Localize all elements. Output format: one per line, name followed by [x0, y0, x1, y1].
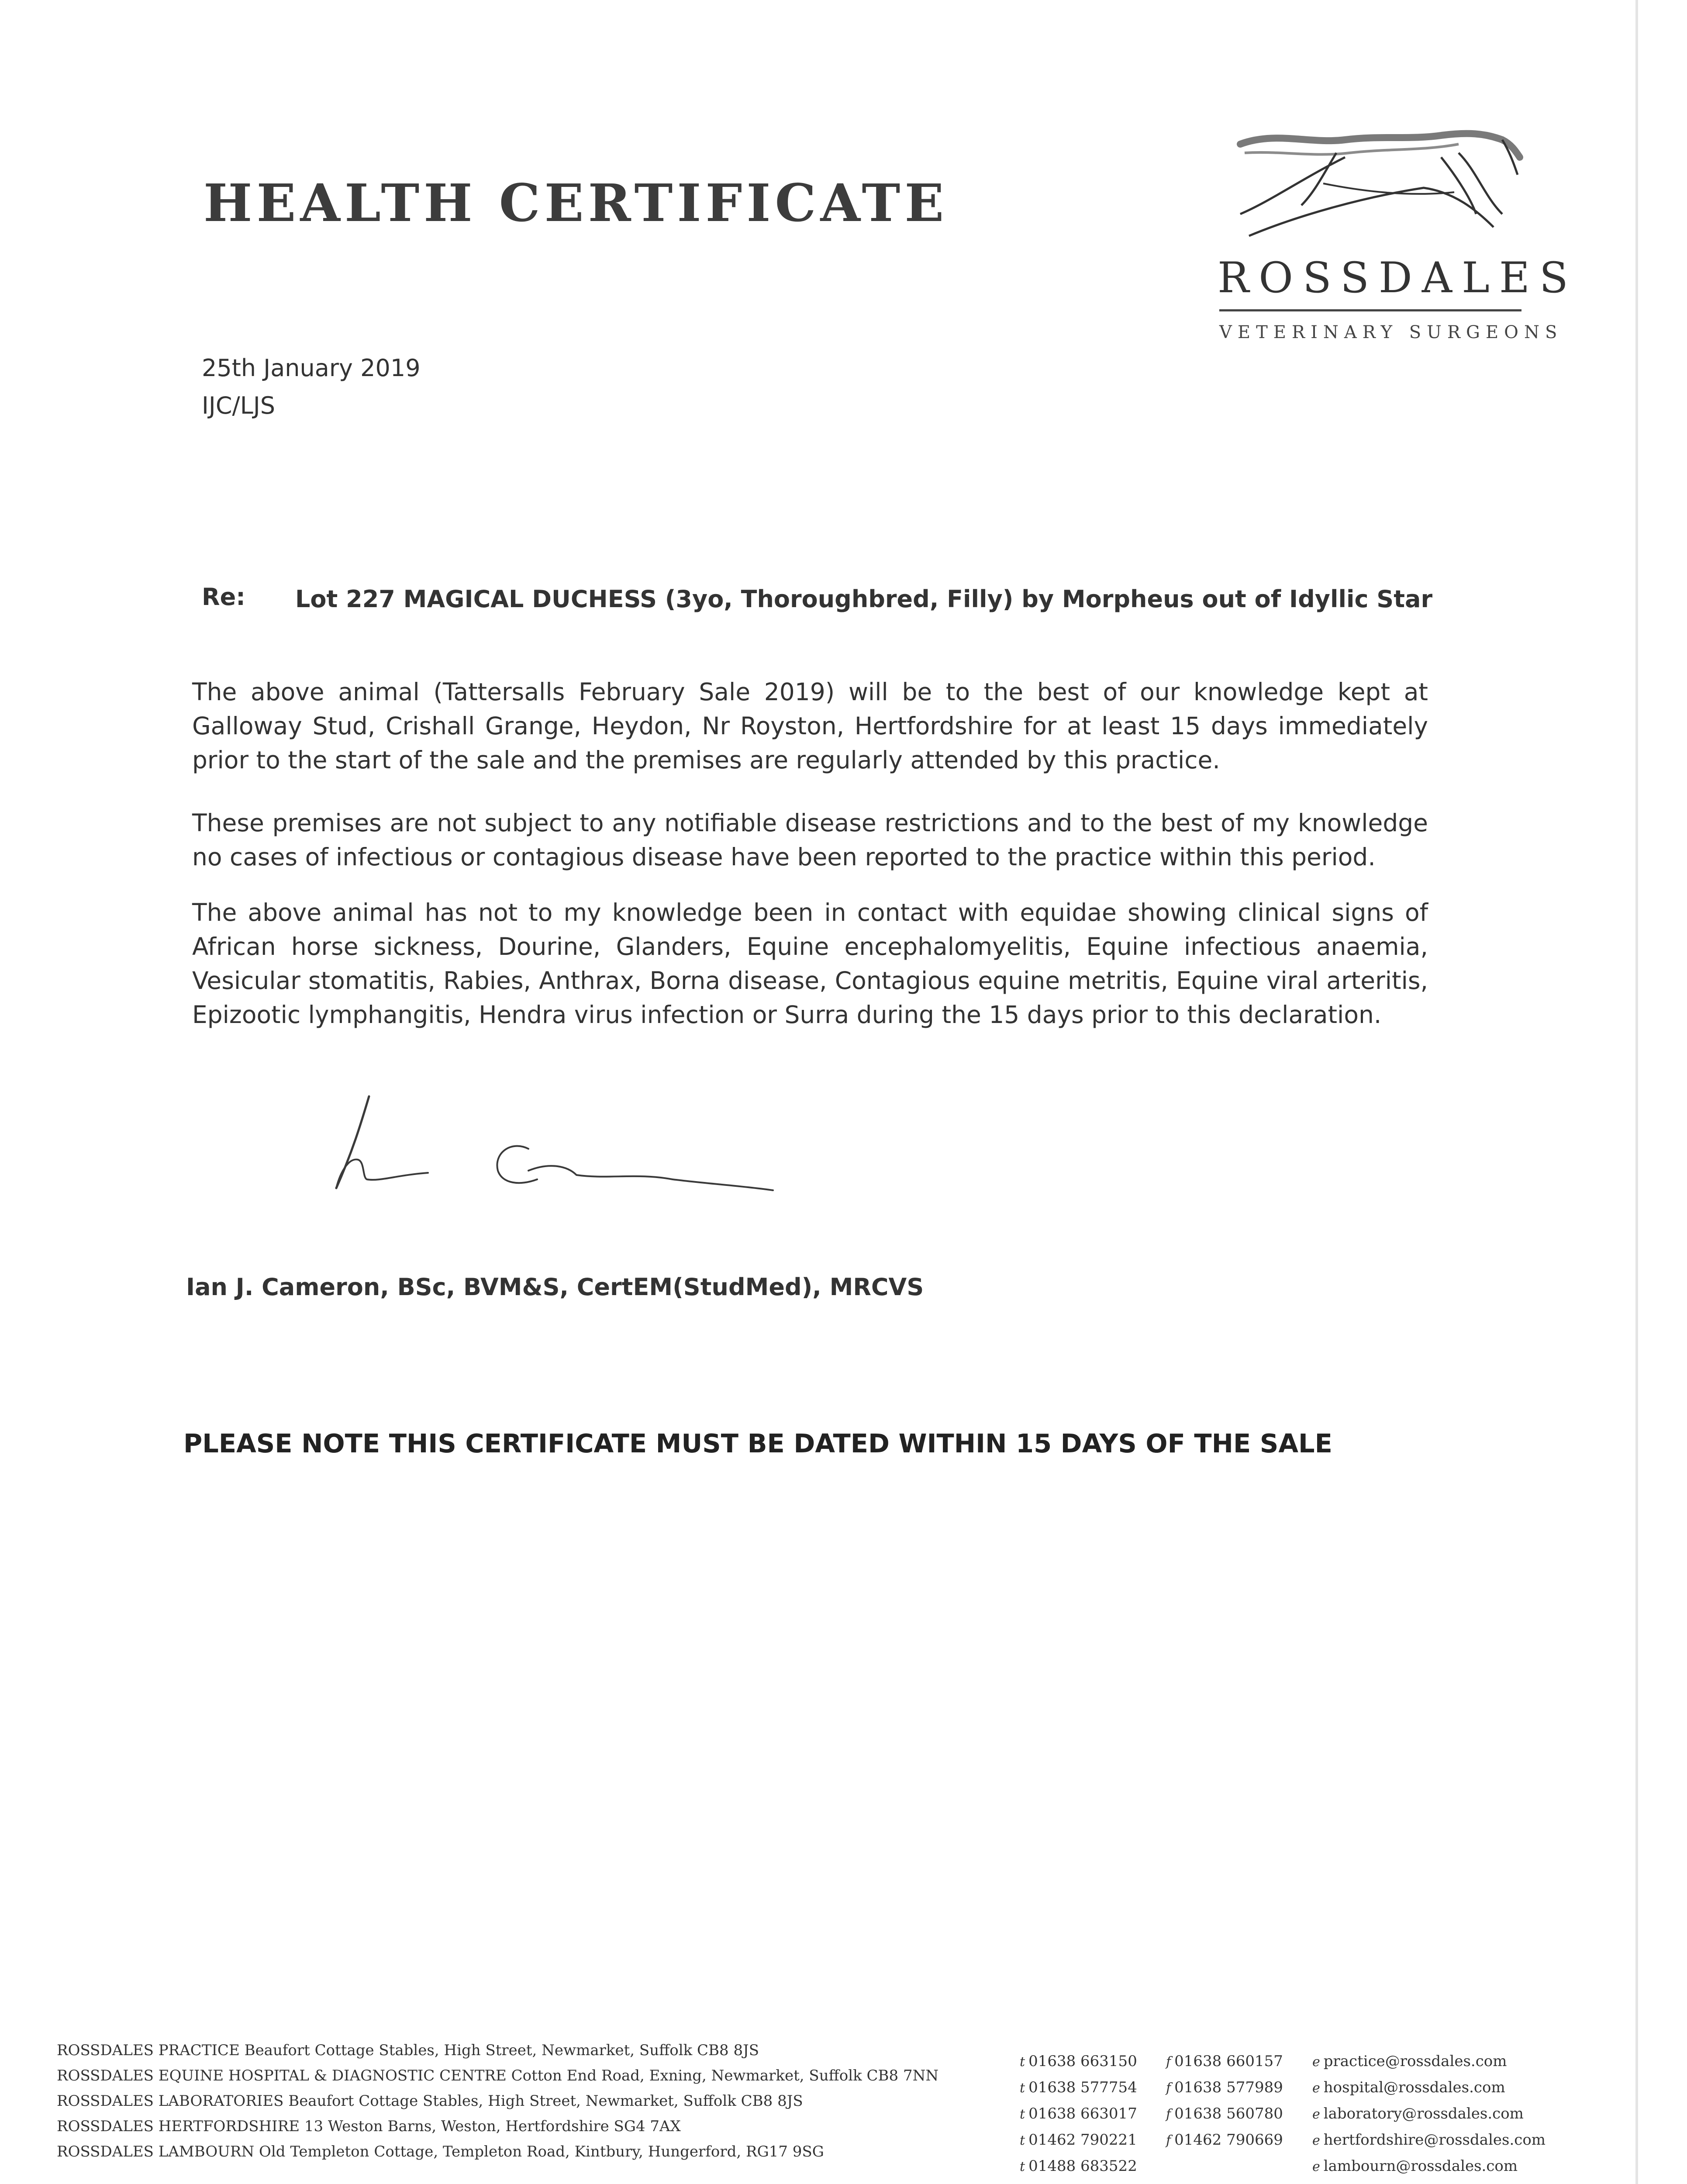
footer-fax: 01638 560780 — [1174, 2105, 1283, 2122]
certificate-note: PLEASE NOTE THIS CERTIFICATE MUST BE DATED WITHIN 15 DAYS OF THE SALE — [183, 1428, 1332, 1458]
logo-wordmark: ROSSDALES — [1218, 253, 1578, 302]
footer-address-row: ROSSDALES LABORATORIES Beaufort Cottage Stables, High Street, Newmarket, Suffolk CB8 8JS — [57, 2092, 803, 2110]
footer-phone: 01638 663017 — [1028, 2105, 1137, 2122]
footer-address-row: ROSSDALES EQUINE HOSPITAL & DIAGNOSTIC CENTRE Cotton End Road, Exning, Newmarket, Suffolk CB8 7NN — [57, 2067, 939, 2084]
footer-faxes: f 01638 660157 f 01638 577989 f 01638 560780 f 01462 790669 — [1166, 2053, 1283, 2149]
footer-email: hertfordshire@rossdales.com — [1323, 2131, 1546, 2149]
footer-email: practice@rossdales.com — [1323, 2053, 1507, 2070]
footer-address-row: ROSSDALES LAMBOURN Old Templeton Cottage, Templeton Road, Kintbury, Hungerford, RG17 9SG — [57, 2143, 824, 2160]
footer-fax: 01638 577989 — [1174, 2079, 1283, 2096]
footer-phone: 01638 663150 — [1028, 2053, 1137, 2070]
logo-subtitle: VETERINARY SURGEONS — [1219, 322, 1563, 342]
footer-phone: 01488 683522 — [1028, 2157, 1137, 2175]
footer-email: laboratory@rossdales.com — [1323, 2105, 1524, 2122]
footer-email: hospital@rossdales.com — [1323, 2079, 1505, 2096]
rossdales-logo — [1214, 127, 1578, 358]
footer-fax: 01462 790669 — [1174, 2131, 1283, 2149]
letter-reference: IJC/LJS — [202, 392, 276, 419]
body-paragraph: The above animal (Tattersalls February Sale 2019) will be to the best of our knowledge kept at Galloway Stud, Crishall Grange, Heydon, Nr Royston, Hertfordshire for at least 15 days immediately prior to the start of the sale and the premises are regularly attended by this practice. — [192, 678, 1428, 774]
body-paragraph: These premises are not subject to any notifiable disease restrictions and to the best of my knowledge no cases of infectious or contagious disease have been reported to the practice within this period. — [192, 809, 1428, 871]
subject-label: Re: — [202, 583, 245, 611]
footer-email: lambourn@rossdales.com — [1323, 2157, 1518, 2175]
footer-address-row: ROSSDALES PRACTICE Beaufort Cottage Stables, High Street, Newmarket, Suffolk CB8 8JS — [57, 2042, 759, 2059]
footer-emails: e practice@rossdales.com e hospital@rossdales.com e laboratory@rossdales.com e hertfordshire@rossdales.com e lambourn@rossdales.com — [1312, 2053, 1546, 2175]
running-horse-icon — [1214, 127, 1528, 249]
footer-address-row: ROSSDALES HERTFORDSHIRE 13 Weston Barns, Weston, Hertfordshire SG4 7AX — [57, 2118, 681, 2135]
footer-addresses — [57, 2038, 938, 2164]
footer-fax: 01638 660157 — [1174, 2053, 1283, 2070]
page-edge — [1635, 0, 1638, 2184]
body-paragraph: The above animal has not to my knowledge been in contact with equidae showing clinical signs of African horse sickness, Dourine, Glanders, Equine encephalomyelitis, Equine infectious anaemia, Vesicular stomatitis, Rabies, Anthrax, Borna disease, Contagious equine metritis, Equine viral arteritis, Epizootic lymphangitis, Hendra virus infection or Surra during the 15 days prior to this declaration. — [192, 898, 1428, 1029]
footer-phone: 01462 790221 — [1028, 2131, 1137, 2149]
handwritten-signature — [323, 1092, 777, 1210]
footer-phone: 01638 577754 — [1028, 2079, 1137, 2096]
letter-date: 25th January 2019 — [202, 354, 421, 382]
letter-meta — [202, 349, 421, 425]
subject-line: Lot 227 MAGICAL DUCHESS (3yo, Thoroughbred, Filly) by Morpheus out of Idyllic Star — [295, 585, 1433, 613]
signatory-name: Ian J. Cameron, BSc, BVM&S, CertEM(StudMed), MRCVS — [186, 1273, 924, 1301]
logo-divider — [1219, 309, 1521, 311]
document-title: HEALTH CERTIFICATE — [204, 173, 949, 233]
footer-phones: t 01638 663150 t 01638 577754 t 01638 663017 t 01462 790221 t 01488 683522 — [1020, 2053, 1137, 2175]
